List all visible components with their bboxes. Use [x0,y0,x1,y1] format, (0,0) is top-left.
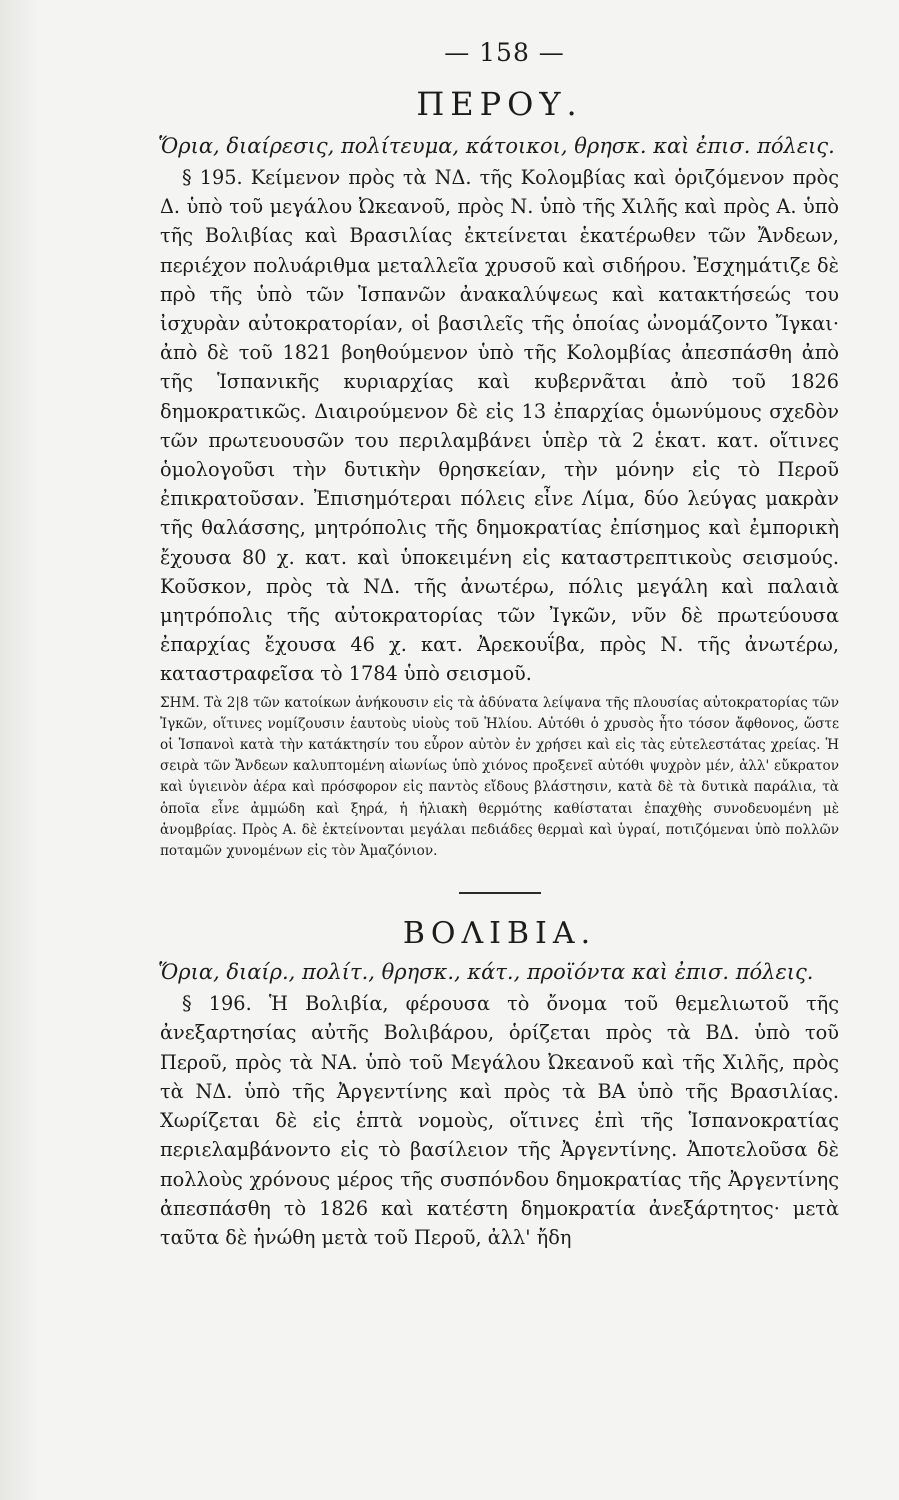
paragraph-196: § 196. Ἡ Βολιβία, φέρουσα τὸ ὄνομα τοῦ θεμελιωτοῦ τῆς ἀνεξαρτησίας αὐτῆς Βολιβάρου, ὁρίζεται πρὸς τὰ ΒΔ. ὑπὸ τοῦ Περοῦ, πρὸς τὰ ΝΑ. ὑπὸ τοῦ Μεγάλου Ὠκεανοῦ καὶ τῆς Χιλῆς, πρὸς τὰ ΝΔ. ὑπὸ τῆς Ἀργεντίνης καὶ πρὸς τὰ ΒΑ ὑπὸ τῆς Βρασιλίας. Χωρίζεται δὲ εἰς ἑπτὰ νομοὺς, οἵτινες ἐπὶ τῆς Ἱσπανοκρατίας περιελαμβάνοντο εἰς τὸ βασίλειον τῆς Ἀργεντίνης. Ἀποτελοῦσα δὲ πολλοὺς χρόνους μέρος τῆς συσπόνδου δημοκρατίας τῆς Ἀργεντίνης ἀπεσπάσθη τὸ 1826 καὶ κατέστη δημοκρατία ἀνεξάρτητος· μετὰ ταῦτα δὲ ἡνώθη μετὰ τοῦ Περοῦ, ἀλλ' ἤδη [160,992,839,1249]
section-subtitle-bolivia: Ὅρια, διαίρ., πολίτ., θρησκ., κάτ., προϊόντα καὶ ἐπισ. πόλεις. [158,960,814,985]
section-subtitle-peru: Ὅρια, διαίρεσις, πολίτευμα, κάτοικοι, θρησκ. καὶ ἐπισ. πόλεις. [158,134,835,158]
paragraph-195: § 195. Κείμενον πρὸς τὰ ΝΔ. τῆς Κολομβίας καὶ ὁριζόμενον πρὸς Δ. ὑπὸ τοῦ μεγάλου Ὠκεανοῦ, πρὸς Ν. ὑπὸ τῆς Χιλῆς καὶ πρὸς Α. ὑπὸ τῆς Βολιβίας καὶ Βρασιλίας ἐκτείνεται ἑκατέρωθεν τῶν Ἄνδεων, περιέχον πολυάριθμα μεταλλεῖα χρυσοῦ καὶ σιδήρου. Ἐσχημάτιζε δὲ πρὸ τῆς ὑπὸ τῶν Ἱσπανῶν ἀνακαλύψεως καὶ κατακτήσεώς του ἰσχυρὰν αὐτοκρατορίαν, οἱ βασιλεῖς τῆς ὁποίας ὠνομάζοντο Ἴγκαι· ἀπὸ δὲ τοῦ 1821 βοηθούμενον ὑπὸ τῆς Κολομβίας ἀπεσπάσθη ἀπὸ τῆς Ἱσπανικῆς κυριαρχίας καὶ κυβερνᾶται ἀπὸ τοῦ 1826 δημοκρατικῶς. Διαιρούμενον δὲ εἰς 13 ἐπαρχίας ὁμωνύμους σχεδὸν τῶν πρωτευουσῶν του περιλαμβάνει ὑπὲρ τὰ 2 ἑκατ. κατ. οἵτινες ὁμολογοῦσι τὴν δυτικὴν θρησκείαν, τὴν μόνην εἰς τὸ Περοῦ ἐπικρατοῦσαν. Ἐπισημότεραι πόλεις εἶνε Λίμα, δύο λεύγας μακρὰν τῆς θαλάσσης, μητρόπολις τῆς δημοκρατίας ἐπίσημος καὶ ἐμπορικὴ ἔχουσα 80 χ. κατ. καὶ ὑποκειμένη εἰς καταστρεπτικοὺς σεισμούς. Κοῦσκον, πρὸς τὰ ΝΔ. τῆς ἀνωτέρω, πόλις μεγάλη καὶ παλαιὰ μητρόπολις τῆς αὐτοκρατορίας τῶν Ἰγκῶν, νῦν δὲ πρωτεύουσα ἐπαρχίας ἔχουσα 46 χ. κατ. Ἀρεκουΐβα, πρὸς Ν. τῆς ἀνωτέρω, καταστραφεῖσα τὸ 1784 ὑπὸ σεισμοῦ. [160,166,839,686]
section-divider [459,892,541,894]
footnote-peru: ΣΗΜ. Τὰ 2|8 τῶν κατοίκων ἀνήκουσιν εἰς τὰ ἀδύνατα λείψανα τῆς πλουσίας αὐτοκρατορίας τῶν Ἰγκῶν, οἵτινες νομίζουσιν ἑαυτοὺς υἱοὺς τοῦ Ἡλίου. Αὐτόθι ὁ χρυσὸς ἦτο τόσον ἄφθονος, ὥστε οἱ Ἱσπανοὶ κατὰ τὴν κατάκτησίν του εὗρον αὐτὸν ἐν χρήσει καὶ εἰς τὰς εὐτελεστάτας χρείας. Ἡ σειρὰ τῶν Ἄνδεων καλυπτομένη αἰωνίως ὑπὸ χιόνος προξενεῖ αὐτόθι ψυχρὸν μέν, ἀλλ' εὔκρατον καὶ ὑγιεινὸν ἀέρα καὶ πρόσφορον εἰς παντὸς εἴδους βλάστησιν, κατὰ δὲ τὰ δυτικὰ παράλια, τὰ ὁποῖα εἶνε ἀμμώδη καὶ ξηρά, ἡ ἡλιακὴ θερμότης καθίσταται ἐπαχθὴς συνοδευομένη μὲ ἀνομβρίας. Πρὸς Α. δὲ ἐκτείνονται μεγάλαι πεδιάδες θερμαὶ καὶ ὑγραί, ποτιζόμεναι ὑπὸ πολλῶν ποταμῶν χυνομένων εἰς τὸν Ἀμαζόνιον. [160,694,839,860]
page-number: — 158 — [444,38,565,67]
section-heading-peru: ΠΕΡΟΥ. [416,85,583,123]
section-heading-bolivia: ΒΟΛΙΒΙΑ. [402,916,597,952]
page-gutter-shadow [0,0,40,1500]
